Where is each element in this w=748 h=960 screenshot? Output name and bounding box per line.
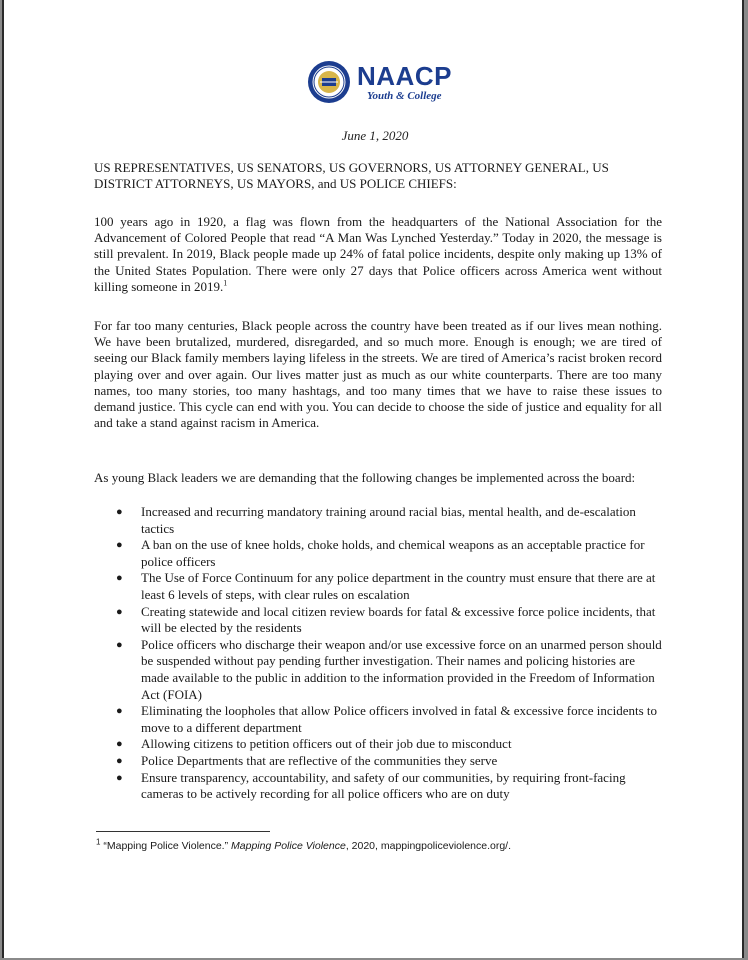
bullet-icon: ● bbox=[116, 539, 123, 552]
naacp-logo bbox=[307, 60, 457, 110]
list-item bbox=[112, 570, 662, 603]
list-item bbox=[112, 753, 662, 770]
list-item bbox=[112, 703, 662, 736]
bullet-icon: ● bbox=[116, 738, 123, 751]
paragraph-injustice: For far too many centuries, Black people across the country have been treated as if our lives mean nothing. We have been brutalized, murdered, disregarded, and so much more. Enough is enough; we are tired of seeing our Black family members laying lifeless in the streets. We are tired of America’s racist broken record playing over and over again. Our lives matter just as much as our white counterparts. There are too many names, too many stories, too many hashtags, and too many times that we have to raise these issues to demand justice. This cycle can end with you. You can decide to choose the side of justice and equality for all and take a stand against racism in America. bbox=[94, 318, 662, 431]
footnote-divider bbox=[96, 831, 270, 832]
addressee: US REPRESENTATIVES, US SENATORS, US GOVERNORS, US ATTORNEY GENERAL, US DISTRICT ATTORNEYS, US MAYORS, and US POLICE CHIEFS: bbox=[94, 160, 609, 192]
bullet-icon: ● bbox=[116, 754, 123, 767]
footnote-title: “Mapping Police Violence.” bbox=[103, 840, 229, 852]
footnote bbox=[96, 837, 696, 852]
list-item-text: A ban on the use of knee holds, choke holds, and chemical weapons as an acceptable practice for police officers bbox=[141, 537, 645, 569]
list-item bbox=[112, 736, 662, 753]
list-item bbox=[112, 537, 662, 570]
list-item-text: Ensure transparency, accountability, and safety of our communities, by requiring front-facing cameras to be actively recording for all police officers who are on duty bbox=[141, 769, 626, 802]
list-item-text: Eliminating the loopholes that allow Police officers involved in fatal & excessive force incidents to move to a different department bbox=[141, 703, 658, 735]
list-item-text: Creating statewide and local citizen review boards for fatal & excessive force police incidents, that will be elected by the residents bbox=[141, 603, 656, 636]
footnote-rest: , 2020, mappingpoliceviolence.org/. bbox=[345, 840, 512, 852]
list-item-text: Police Departments that are reflective of the communities they serve bbox=[141, 752, 498, 768]
list-item bbox=[112, 770, 662, 803]
bullet-icon: ● bbox=[116, 572, 123, 585]
bullet-icon: ● bbox=[116, 638, 123, 651]
letter-date: June 1, 2020 bbox=[341, 128, 409, 143]
paragraph-history bbox=[94, 214, 662, 295]
paragraph-history-text: 100 years ago in 1920, a flag was flown from the headquarters of the National Association for the Advancement of Colored People that read “A Man Was Lynched Yesterday.” Today in 2020, the message is still prevalent. In 2019, Black people made up 24% of fatal police incidents, despite only making up 13% of the United States Population. There were only 27 days that Police officers across America went without killing someone in 2019. bbox=[94, 214, 662, 294]
organization-name: NAACP bbox=[357, 61, 452, 91]
letter-page bbox=[2, 0, 744, 958]
list-item bbox=[112, 604, 662, 637]
list-item bbox=[112, 504, 662, 537]
bullet-icon: ● bbox=[116, 705, 123, 718]
list-item-text: Allowing citizens to petition officers out of their job due to misconduct bbox=[141, 736, 512, 752]
list-item-text: Police officers who discharge their weapon and/or use excessive force on an unarmed person should be suspended without pay pending further investigation. Their names and policing histories are made available to the public in addition to the information provided in the Freedom of Information Act (FOIA) bbox=[141, 636, 662, 702]
organization-subtitle: Youth & College bbox=[367, 90, 442, 102]
paragraph-demands-intro: As young Black leaders we are demanding that the following changes be implemented across the board: bbox=[94, 470, 636, 485]
footnote-source: Mapping Police Violence bbox=[231, 840, 346, 852]
naacp-seal-icon bbox=[307, 60, 351, 104]
bullet-icon: ● bbox=[116, 506, 123, 518]
bullet-icon: ● bbox=[116, 771, 123, 784]
list-item bbox=[112, 637, 662, 703]
list-item-text: Increased and recurring mandatory training around racial bias, mental health, and de-escalation tactics bbox=[141, 504, 636, 536]
demands-list bbox=[112, 504, 662, 803]
list-item-text: The Use of Force Continuum for any police department in the country must ensure that there are at least 6 levels of steps, with clear rules on escalation bbox=[141, 570, 656, 602]
bullet-icon: ● bbox=[116, 605, 123, 618]
footnote-marker: 1 bbox=[96, 837, 101, 847]
footnote-reference: 1 bbox=[223, 278, 228, 288]
